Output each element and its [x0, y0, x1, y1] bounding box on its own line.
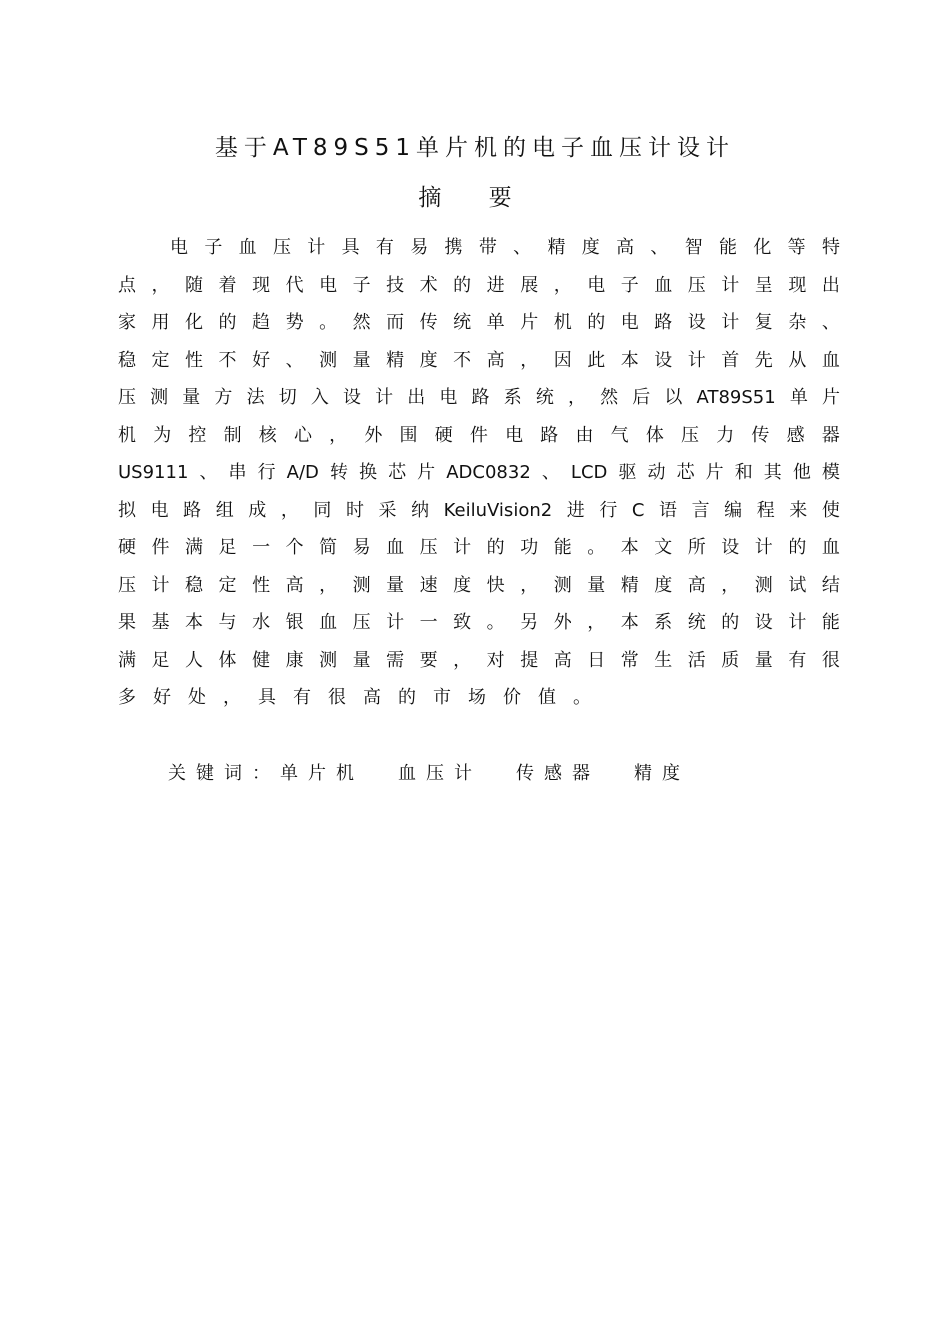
- abstract-token: 着: [218, 274, 237, 296]
- abstract-token: 片: [520, 312, 539, 333]
- abstract-token: 血: [821, 349, 840, 371]
- abstract-token: 成: [248, 499, 267, 521]
- abstract-token: 趋: [252, 312, 271, 333]
- abstract-token: 测: [754, 574, 773, 596]
- abstract-token: 有: [788, 649, 807, 671]
- abstract-token: 场: [468, 687, 503, 708]
- abstract-token: 设: [654, 349, 673, 371]
- abstract-token: 机: [553, 312, 572, 333]
- abstract-token: 量: [352, 349, 371, 371]
- abstract-token: 压: [272, 237, 291, 258]
- abstract-token: 易: [352, 537, 371, 558]
- abstract-token: 法: [246, 387, 265, 408]
- abstract-token: ，: [319, 574, 338, 596]
- abstract-line: [118, 267, 840, 305]
- abstract-token: 能: [821, 612, 840, 633]
- abstract-token: 本: [620, 537, 639, 558]
- abstract-token: 要: [419, 649, 438, 671]
- abstract-token: 的: [453, 274, 472, 296]
- abstract-token: 很: [821, 649, 840, 671]
- abstract-token: 路: [471, 387, 490, 408]
- abstract-token: 高: [687, 574, 706, 596]
- abstract-token: ，: [520, 574, 539, 596]
- abstract-token: 智: [684, 237, 703, 258]
- abstract-token: 压: [419, 537, 438, 558]
- abstract-line: [118, 342, 840, 380]
- abstract-token: 度: [581, 237, 600, 258]
- abstract-token: 入: [310, 387, 329, 408]
- abstract-token: 压: [681, 424, 699, 446]
- abstract-token: 功: [520, 537, 539, 558]
- abstract-token: KeiluVision2: [443, 499, 553, 521]
- abstract-token: 计: [721, 312, 740, 333]
- abstract-token: LCD: [570, 462, 608, 483]
- abstract-token: 行: [257, 462, 276, 483]
- abstract-token: 力: [716, 424, 735, 446]
- abstract-line: [118, 379, 840, 417]
- abstract-token: 个: [285, 537, 304, 558]
- abstract-token: 计: [307, 237, 326, 258]
- abstract-token: 血: [821, 537, 840, 558]
- abstract-token: 电: [170, 237, 188, 258]
- abstract-heading: 摘 要: [418, 185, 532, 211]
- abstract-token: 方: [214, 387, 233, 408]
- abstract-token: ，: [151, 274, 170, 296]
- abstract-token: 器: [821, 424, 840, 446]
- abstract-line: [118, 679, 840, 717]
- abstract-token: ，: [223, 687, 258, 708]
- abstract-token: 硬: [118, 537, 136, 558]
- abstract-token: 制: [223, 424, 242, 446]
- abstract-token: 复: [754, 312, 773, 333]
- abstract-token: 传: [751, 424, 770, 446]
- abstract-token: 化: [185, 312, 204, 333]
- abstract-token: 健: [252, 649, 271, 671]
- abstract-token: 值: [538, 687, 573, 708]
- abstract-token: 芯: [676, 462, 695, 483]
- abstract-token: 量: [386, 574, 405, 596]
- abstract-token: 计: [386, 612, 405, 633]
- abstract-token: 用: [151, 312, 170, 333]
- abstract-token: 硬: [434, 424, 453, 446]
- abstract-token: 模: [821, 462, 840, 483]
- abstract-token: 血: [319, 612, 338, 633]
- abstract-token: 好: [252, 349, 271, 371]
- abstract-token: US9111: [118, 462, 189, 483]
- abstract-token: ，: [721, 574, 740, 596]
- abstract-token: 计: [151, 574, 170, 596]
- abstract-token: 心: [293, 424, 312, 446]
- abstract-token: 单: [789, 387, 808, 408]
- abstract-token: 处: [188, 687, 223, 708]
- abstract-token: 电: [620, 312, 639, 333]
- abstract-token: 性: [252, 574, 271, 596]
- abstract-token: 需: [386, 649, 405, 671]
- abstract-token: 从: [788, 349, 807, 371]
- abstract-token: 满: [118, 649, 136, 671]
- abstract-token: 因: [553, 349, 572, 371]
- abstract-token: 设: [342, 387, 361, 408]
- abstract-token: 试: [788, 574, 807, 596]
- abstract-token: 血: [386, 537, 405, 558]
- abstract-token: 高: [616, 237, 635, 258]
- abstract-token: 快: [486, 574, 505, 596]
- abstract-token: 机: [118, 424, 136, 446]
- abstract-token: 常: [620, 649, 639, 671]
- abstract-token: 易: [410, 237, 429, 258]
- abstract-token: 其: [763, 462, 782, 483]
- abstract-token: 测: [319, 649, 338, 671]
- abstract-token: 杂: [788, 312, 807, 333]
- abstract-token: 电: [587, 274, 606, 296]
- abstract-token: 有: [375, 237, 394, 258]
- abstract-token: 体: [218, 649, 237, 671]
- abstract-token: 势: [285, 312, 304, 333]
- abstract-token: AT89S51: [696, 387, 776, 408]
- abstract-token: 精: [386, 349, 405, 371]
- abstract-token: 组: [215, 499, 234, 521]
- abstract-token: 统: [453, 312, 472, 333]
- abstract-line: [118, 417, 840, 455]
- abstract-token: 量: [587, 574, 606, 596]
- keywords-row: [168, 757, 848, 791]
- abstract-token: 不: [453, 349, 472, 371]
- abstract-line: [118, 567, 840, 605]
- abstract-token: 压: [687, 274, 706, 296]
- abstract-token: 度: [654, 574, 673, 596]
- abstract-token: 的: [788, 537, 807, 558]
- abstract-token: 计: [788, 612, 807, 633]
- abstract-token: 围: [399, 424, 418, 446]
- abstract-token: 度: [419, 349, 438, 371]
- abstract-token: ，: [520, 349, 539, 371]
- abstract-token: 随: [185, 274, 204, 296]
- abstract-token: 、: [541, 462, 560, 483]
- abstract-token: C: [631, 499, 645, 521]
- abstract-token: 、: [650, 237, 669, 258]
- abstract-token: 件: [469, 424, 488, 446]
- abstract-token: 的: [218, 312, 237, 333]
- abstract-token: 使: [821, 499, 840, 521]
- abstract-token: 技: [386, 274, 405, 296]
- abstract-token: 量: [182, 387, 201, 408]
- keywords-label: 关键词：: [168, 763, 280, 784]
- abstract-token: 以: [664, 387, 683, 408]
- abstract-token: 活: [687, 649, 706, 671]
- abstract-token: 能: [719, 237, 737, 258]
- abstract-token: 同: [313, 499, 332, 521]
- abstract-token: 血: [654, 274, 673, 296]
- abstract-token: A/D: [286, 462, 319, 483]
- abstract-token: 压: [118, 574, 136, 596]
- abstract-token: 展: [520, 274, 539, 296]
- abstract-token: 度: [453, 574, 472, 596]
- abstract-token: 水: [252, 612, 271, 633]
- abstract-token: 不: [218, 349, 237, 371]
- abstract-token: 速: [419, 574, 438, 596]
- abstract-token: 片: [705, 462, 724, 483]
- abstract-token: 他: [792, 462, 811, 483]
- abstract-token: 现: [788, 274, 807, 296]
- abstract-token: ADC0832: [446, 462, 531, 483]
- abstract-line: [118, 642, 840, 680]
- abstract-token: 足: [151, 649, 170, 671]
- abstract-line: [118, 304, 840, 342]
- abstract-token: 系: [654, 612, 673, 633]
- abstract-token: 银: [285, 612, 304, 633]
- keyword: 单片机: [280, 763, 364, 784]
- abstract-token: 致: [453, 612, 472, 633]
- abstract-token: 片: [821, 387, 840, 408]
- abstract-token: 等: [787, 237, 806, 258]
- abstract-token: 精: [547, 237, 566, 258]
- abstract-token: 点: [118, 274, 136, 296]
- abstract-token: ，: [567, 387, 586, 408]
- abstract-token: 路: [183, 499, 202, 521]
- abstract-token: 术: [419, 274, 438, 296]
- abstract-token: 感: [786, 424, 805, 446]
- abstract-token: 一: [252, 537, 271, 558]
- abstract-token: 行: [599, 499, 618, 521]
- abstract-token: 性: [185, 349, 204, 371]
- abstract-token: 高: [285, 574, 304, 596]
- abstract-token: 单: [486, 312, 505, 333]
- keyword: 血压计: [398, 763, 482, 784]
- abstract-token: 纳: [411, 499, 430, 521]
- abstract-token: 统: [687, 612, 706, 633]
- abstract-token: 与: [218, 612, 237, 633]
- abstract-token: 核: [258, 424, 277, 446]
- abstract-token: 测: [150, 387, 169, 408]
- abstract-token: ，: [329, 424, 348, 446]
- abstract-token: 、: [513, 237, 532, 258]
- abstract-token: 芯: [388, 462, 407, 483]
- abstract-line: [118, 604, 840, 642]
- abstract-token: 采: [378, 499, 397, 521]
- keyword: 传感器: [516, 763, 600, 784]
- abstract-token: 计: [453, 537, 472, 558]
- abstract-token: 然: [352, 312, 371, 333]
- abstract-line: [118, 492, 840, 530]
- abstract-token: 路: [654, 312, 673, 333]
- keyword: 精度: [634, 763, 690, 784]
- abstract-token: 片: [417, 462, 436, 483]
- abstract-token: 多: [118, 687, 153, 708]
- abstract-token: 精: [620, 574, 639, 596]
- abstract-token: 路: [540, 424, 559, 446]
- abstract-token: 家: [118, 312, 136, 333]
- abstract-token: 现: [252, 274, 271, 296]
- abstract-token: 计: [687, 349, 706, 371]
- abstract-token: 统: [535, 387, 554, 408]
- abstract-token: 呈: [754, 274, 773, 296]
- abstract-token: 。: [587, 537, 606, 558]
- abstract-token: 子: [620, 274, 639, 296]
- abstract-token: 高: [553, 649, 572, 671]
- abstract-token: 有: [293, 687, 328, 708]
- abstract-token: 的: [721, 612, 740, 633]
- abstract-token: ，: [587, 612, 606, 633]
- abstract-token: 言: [691, 499, 710, 521]
- abstract-token: 换: [359, 462, 378, 483]
- abstract-token: 压: [118, 387, 136, 408]
- abstract-token: 子: [352, 274, 371, 296]
- abstract-token: 稳: [118, 349, 136, 371]
- abstract-token: 化: [753, 237, 772, 258]
- abstract-token: 压: [352, 612, 371, 633]
- abstract-token: 外: [553, 612, 572, 633]
- abstract-token: 计: [375, 387, 394, 408]
- abstract-token: 来: [789, 499, 808, 521]
- abstract-token: 出: [821, 274, 840, 296]
- abstract-token: 。: [573, 687, 608, 708]
- abstract-token: 外: [364, 424, 383, 446]
- abstract-token: 携: [444, 237, 463, 258]
- abstract-token: 提: [520, 649, 539, 671]
- abstract-token: 的: [587, 312, 606, 333]
- abstract-token: 量: [352, 649, 371, 671]
- abstract-token: 对: [486, 649, 505, 671]
- abstract-token: 拟: [118, 499, 136, 521]
- abstract-token: 首: [721, 349, 740, 371]
- document-title: 基于AT89S51单片机的电子血压计设计: [214, 135, 736, 161]
- abstract-token: 而: [386, 312, 405, 333]
- abstract-token: 生: [654, 649, 673, 671]
- abstract-line: [118, 229, 840, 267]
- abstract-line: [118, 454, 840, 492]
- abstract-token: 出: [407, 387, 426, 408]
- abstract-token: 满: [185, 537, 204, 558]
- abstract-token: 传: [419, 312, 438, 333]
- abstract-token: 能: [553, 537, 572, 558]
- abstract-token: 电: [505, 424, 524, 446]
- abstract-token: 量: [754, 649, 773, 671]
- abstract-token: 测: [553, 574, 572, 596]
- abstract-token: 定: [151, 349, 170, 371]
- abstract-token: 、: [199, 462, 218, 483]
- abstract-token: 切: [278, 387, 297, 408]
- abstract-token: 驱: [618, 462, 637, 483]
- abstract-token: 设: [721, 537, 740, 558]
- abstract-token: 一: [419, 612, 438, 633]
- abstract-token: 语: [659, 499, 678, 521]
- abstract-token: 质: [721, 649, 740, 671]
- abstract-token: 文: [654, 537, 673, 558]
- abstract-token: 好: [153, 687, 188, 708]
- abstract-token: 特: [821, 237, 840, 258]
- abstract-token: 体: [645, 424, 664, 446]
- abstract-token: ，: [453, 649, 472, 671]
- abstract-token: 此: [587, 349, 606, 371]
- abstract-token: 结: [821, 574, 840, 596]
- abstract-token: 果: [118, 612, 136, 633]
- abstract-token: 、: [821, 312, 840, 333]
- abstract-token: 血: [238, 237, 257, 258]
- abstract-token: 电: [319, 274, 338, 296]
- abstract-token: 进: [566, 499, 585, 521]
- abstract-token: 件: [151, 537, 170, 558]
- abstract-token: 的: [486, 537, 505, 558]
- abstract-token: 高: [363, 687, 398, 708]
- abstract-token: 测: [352, 574, 371, 596]
- abstract-token: 气: [610, 424, 629, 446]
- abstract-token: 进: [486, 274, 505, 296]
- abstract-token: 的: [398, 687, 433, 708]
- abstract-token: 控: [188, 424, 207, 446]
- abstract-token: 为: [153, 424, 172, 446]
- abstract-token: 计: [754, 537, 773, 558]
- abstract-token: 系: [503, 387, 522, 408]
- abstract-token: 稳: [185, 574, 204, 596]
- abstract-token: 具: [258, 687, 293, 708]
- abstract-token: 电: [150, 499, 169, 521]
- abstract-line: [118, 529, 840, 567]
- abstract-token: 代: [285, 274, 304, 296]
- abstract-token: 基: [151, 612, 170, 633]
- abstract-token: 简: [319, 537, 338, 558]
- abstract-token: 后: [632, 387, 651, 408]
- abstract-token: 动: [647, 462, 666, 483]
- abstract-token: 具: [341, 237, 360, 258]
- abstract-token: 市: [433, 687, 468, 708]
- abstract-token: 。: [319, 312, 338, 333]
- abstract-token: 日: [587, 649, 606, 671]
- abstract-token: ，: [280, 499, 299, 521]
- abstract-token: 测: [319, 349, 338, 371]
- abstract-token: 子: [204, 237, 223, 258]
- abstract-token: 定: [218, 574, 237, 596]
- abstract-token: 本: [620, 349, 639, 371]
- abstract-token: 高: [486, 349, 505, 371]
- abstract-body: [118, 229, 840, 717]
- abstract-token: 足: [218, 537, 237, 558]
- abstract-token: 价: [503, 687, 538, 708]
- abstract-token: ，: [553, 274, 572, 296]
- abstract-token: 先: [754, 349, 773, 371]
- abstract-token: 和: [734, 462, 753, 483]
- abstract-token: 设: [687, 312, 706, 333]
- abstract-token: 计: [721, 274, 740, 296]
- abstract-token: 时: [345, 499, 364, 521]
- abstract-token: 串: [228, 462, 247, 483]
- abstract-token: 另: [520, 612, 539, 633]
- abstract-token: 然: [600, 387, 619, 408]
- abstract-token: 康: [285, 649, 304, 671]
- abstract-token: 带: [478, 237, 497, 258]
- abstract-token: 很: [328, 687, 363, 708]
- abstract-token: 所: [687, 537, 706, 558]
- abstract-token: 程: [756, 499, 775, 521]
- abstract-token: 本: [185, 612, 204, 633]
- abstract-token: 人: [185, 649, 204, 671]
- abstract-token: 。: [486, 612, 505, 633]
- abstract-token: 、: [285, 349, 304, 371]
- abstract-token: 编: [724, 499, 743, 521]
- abstract-token: 由: [575, 424, 594, 446]
- abstract-token: 本: [620, 612, 639, 633]
- abstract-token: 电: [439, 387, 458, 408]
- abstract-token: 设: [754, 612, 773, 633]
- abstract-token: 转: [329, 462, 348, 483]
